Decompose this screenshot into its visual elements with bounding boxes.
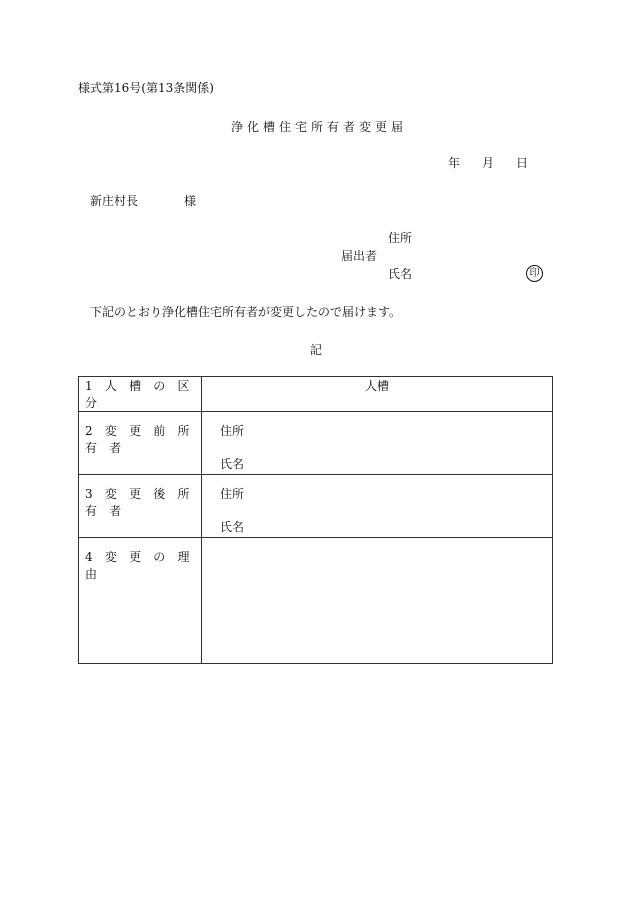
- details-table: [78, 376, 553, 664]
- new-owner-name-label: 氏名: [220, 520, 245, 534]
- addressee-honorific: 様: [184, 194, 197, 208]
- row-label-previous-owner: 2 変 更 前 所 有 者: [85, 424, 194, 455]
- row-label-new-owner: 3 変 更 後 所 有 者: [85, 487, 194, 518]
- tank-category-value: 人槽: [202, 377, 553, 412]
- change-reason-field[interactable]: [202, 538, 553, 664]
- body-text: 下記のとおり浄化槽住宅所有者が変更したので届けます。: [90, 305, 402, 319]
- applicant-label: 届出者: [341, 249, 378, 263]
- document-title: 浄化槽住宅所有者変更届: [231, 120, 408, 134]
- row-label-change-reason: 4 変 更 の 理 由: [85, 550, 194, 581]
- addressee-name: 新庄村長: [90, 194, 139, 208]
- table-row: [79, 377, 553, 412]
- date-month-label: 月: [482, 156, 495, 170]
- note-heading: 記: [310, 343, 323, 357]
- previous-owner-name-label: 氏名: [220, 457, 245, 471]
- applicant-name-label: 氏名: [388, 267, 413, 281]
- date-day-label: 日: [516, 156, 529, 170]
- seal-mark: 印: [526, 265, 543, 282]
- row-label-tank-category: 1 人 槽 の 区 分: [85, 379, 194, 410]
- table-row: [79, 412, 553, 475]
- form-number: 様式第16号(第13条関係): [78, 81, 214, 95]
- previous-owner-address-label: 住所: [220, 424, 245, 438]
- new-owner-address-label: 住所: [220, 487, 245, 501]
- table-row: [79, 538, 553, 664]
- applicant-address-label: 住所: [388, 231, 413, 245]
- table-row: [79, 475, 553, 538]
- date-year-label: 年: [448, 156, 461, 170]
